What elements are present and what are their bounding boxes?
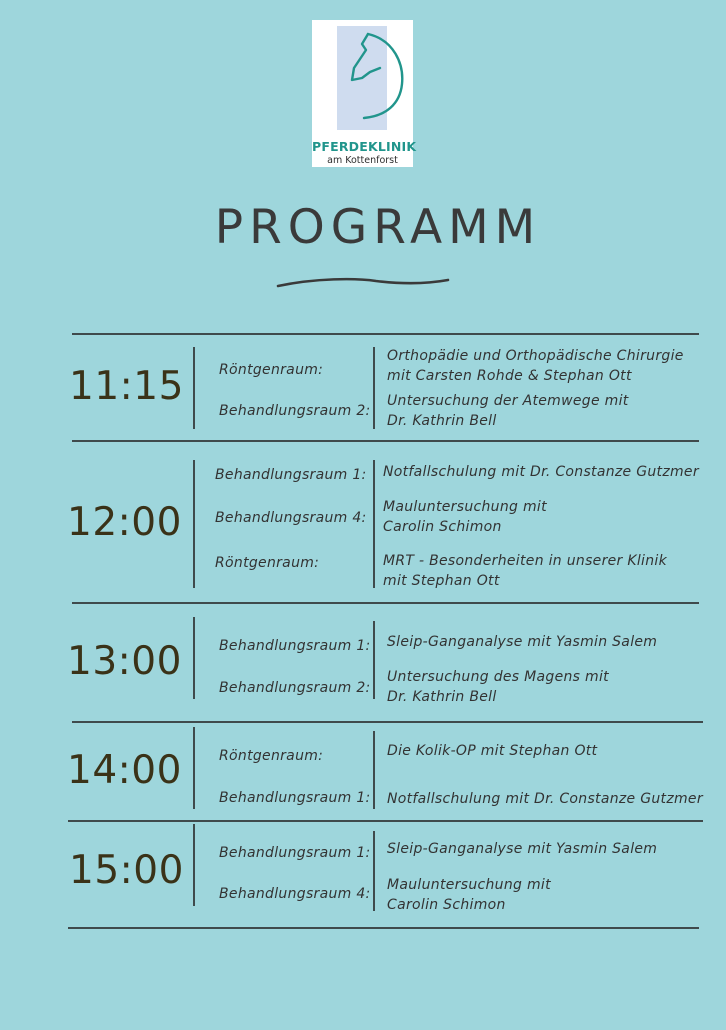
room-label: Röntgenraum:	[219, 748, 324, 764]
column-divider	[373, 731, 375, 809]
session-topic: Untersuchung des Magens mit Dr. Kathrin Bell	[387, 669, 609, 705]
column-divider	[193, 347, 195, 429]
room-label: Röntgenraum:	[215, 555, 320, 571]
room-label: Behandlungsraum 4:	[219, 886, 371, 902]
session-topic: Notfallschulung mit Dr. Constanze Gutzmer	[383, 464, 699, 480]
column-divider	[373, 831, 375, 911]
time-slot: 11:15	[69, 364, 184, 409]
column-divider	[373, 347, 375, 429]
title-swoosh-divider	[276, 272, 451, 292]
room-label: Behandlungsraum 1:	[219, 790, 371, 806]
session-topic: Die Kolik-OP mit Stephan Ott	[387, 743, 598, 759]
clinic-name: PFERDEKLINIK	[312, 139, 417, 154]
column-divider	[373, 460, 375, 588]
divider-top	[72, 333, 699, 335]
column-divider	[193, 824, 195, 906]
session-topic: MRT - Besonderheiten in unserer Klinik mit Stephan Ott	[383, 553, 667, 589]
divider-1	[72, 440, 699, 442]
divider-2	[72, 602, 699, 604]
time-slot: 14:00	[67, 748, 182, 793]
clinic-subtitle: am Kottenforst	[327, 155, 398, 166]
page-title: PROGRAMM	[214, 200, 542, 255]
column-divider	[373, 621, 375, 699]
room-label: Behandlungsraum 1:	[219, 638, 371, 654]
divider-3	[72, 721, 703, 723]
room-label: Behandlungsraum 1:	[215, 467, 367, 483]
session-topic: Sleip-Ganganalyse mit Yasmin Salem	[387, 634, 658, 650]
time-slot: 12:00	[67, 500, 182, 545]
room-label: Röntgenraum:	[219, 362, 324, 378]
divider-bottom	[68, 927, 699, 929]
session-topic: Untersuchung der Atemwege mit Dr. Kathrin Bell	[387, 393, 629, 429]
session-topic: Mauluntersuchung mit Carolin Schimon	[387, 877, 551, 913]
time-slot: 15:00	[69, 848, 184, 893]
time-slot: 13:00	[67, 639, 182, 684]
session-topic: Notfallschulung mit Dr. Constanze Gutzmer	[387, 791, 703, 807]
column-divider	[193, 617, 195, 699]
column-divider	[193, 460, 195, 588]
session-topic: Orthopädie und Orthopädische Chirurgie mit Carsten Rohde & Stephan Ott	[387, 348, 684, 384]
session-topic: Sleip-Ganganalyse mit Yasmin Salem	[387, 841, 658, 857]
room-label: Behandlungsraum 4:	[215, 510, 367, 526]
column-divider	[193, 727, 195, 809]
room-label: Behandlungsraum 2:	[219, 680, 371, 696]
session-topic: Mauluntersuchung mit Carolin Schimon	[383, 499, 547, 535]
divider-4	[68, 820, 703, 822]
clinic-logo	[312, 20, 417, 167]
horse-head-icon	[312, 20, 413, 140]
room-label: Behandlungsraum 2:	[219, 403, 371, 419]
room-label: Behandlungsraum 1:	[219, 845, 371, 861]
